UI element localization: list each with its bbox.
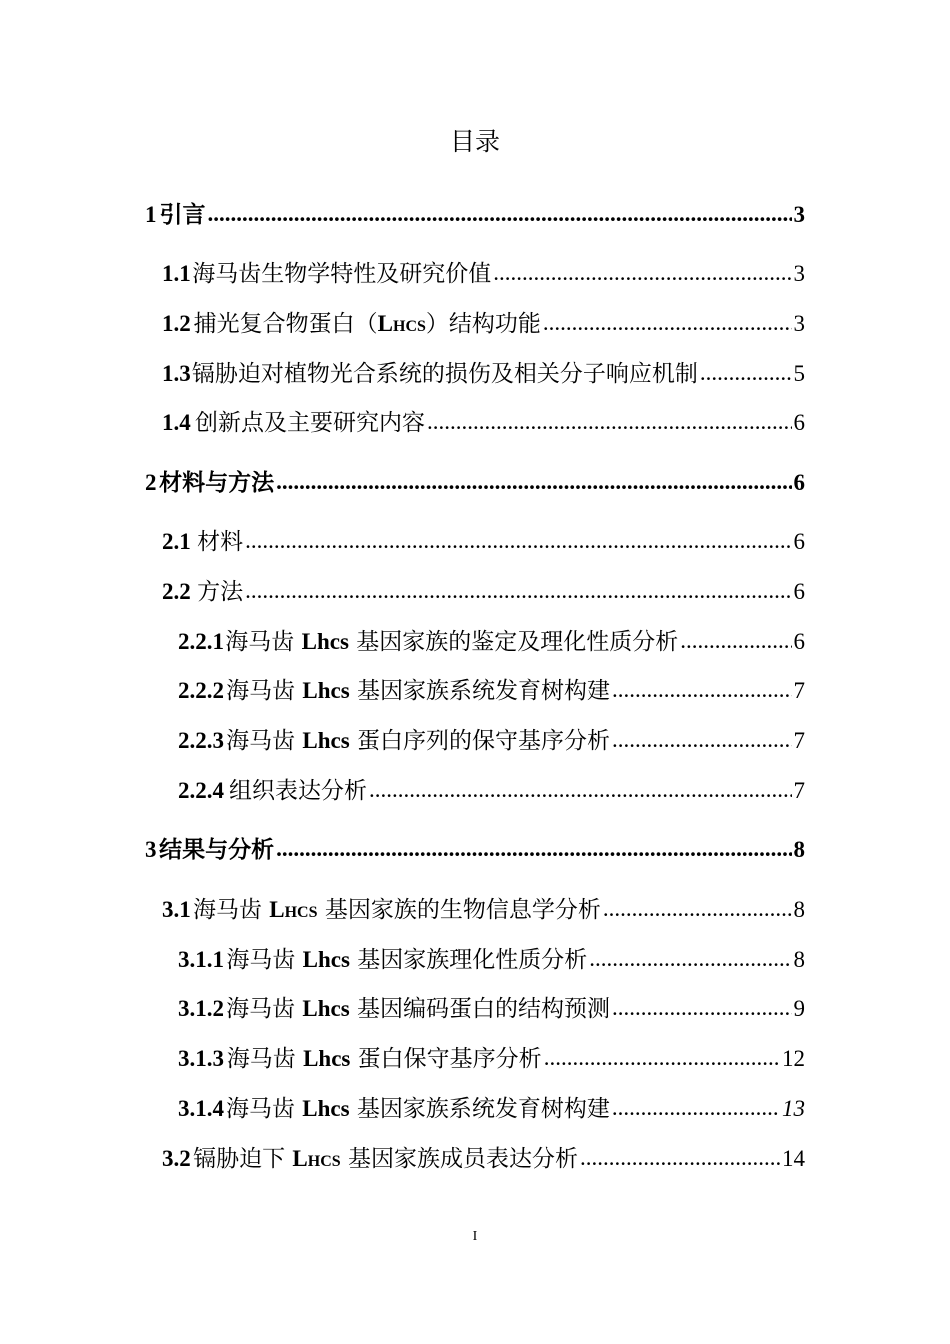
toc-entry-1-3[interactable] <box>162 357 805 391</box>
toc-entry-page: 14 <box>782 1146 805 1171</box>
toc-entry-number: 1 <box>145 202 157 227</box>
toc-entry-3-1[interactable] <box>162 893 805 927</box>
toc-entry-text: 海马齿 Lhcs 基因编码蛋白的结构预测 <box>226 996 611 1022</box>
toc-entry-2-2[interactable] <box>162 575 805 609</box>
toc-entry-number: 2.2.3 <box>178 728 224 753</box>
toc-entry-number: 2.2.1 <box>178 629 224 654</box>
toc-entry-2-2-1[interactable] <box>178 625 805 659</box>
toc-entry-text: 结果与分析 <box>159 837 275 863</box>
toc-entry-text: 海马齿 Lhcs 基因家族的生物信息学分析 <box>192 897 601 923</box>
toc-entry-text: 海马齿生物学特性及研究价值 <box>192 261 492 287</box>
toc-entry-number: 3.1.1 <box>178 947 224 972</box>
toc-entry-number: 1.4 <box>162 410 191 435</box>
toc-entry-text: 海马齿 Lhcs 基因家族系统发育树构建 <box>226 678 611 704</box>
toc-entry-1-1[interactable] <box>162 257 805 291</box>
toc-entry-page: 3 <box>793 261 805 286</box>
toc-entry-page: 8 <box>793 897 805 922</box>
toc-entry-number: 3.1.2 <box>178 996 224 1021</box>
toc-entry-text: 海马齿 Lhcs 蛋白保守基序分析 <box>226 1046 542 1072</box>
toc-entry-page: 9 <box>793 996 805 1021</box>
toc-leader-dots <box>276 832 791 866</box>
toc-entry-2[interactable] <box>145 466 805 500</box>
toc-entry-page: 13 <box>782 1096 805 1121</box>
toc-entry-page: 3 <box>793 202 805 227</box>
toc-entry-text: 方法 <box>197 579 244 605</box>
toc-leader-dots <box>427 405 791 439</box>
toc-entry-page: 7 <box>793 778 805 803</box>
toc-entry-page: 6 <box>793 470 805 495</box>
toc-entry-text: 镉胁迫对植物光合系统的损伤及相关分子响应机制 <box>191 361 698 387</box>
toc-leader-dots <box>612 991 791 1025</box>
toc-leader-dots <box>276 465 791 499</box>
toc-entry-page: 8 <box>793 837 805 862</box>
toc-entry-text: 创新点及主要研究内容 <box>195 410 426 436</box>
toc-leader-dots <box>245 524 791 558</box>
toc-entry-number: 1.1 <box>162 261 191 286</box>
toc-entry-text: 引言 <box>159 202 206 228</box>
toc-leader-dots <box>612 673 791 707</box>
toc-entry-page: 7 <box>793 678 805 703</box>
toc-entry-text: 海马齿 Lhcs 基因家族系统发育树构建 <box>225 1096 610 1122</box>
toc-entry-3-1-1[interactable] <box>178 943 805 977</box>
toc-entry-text: 捕光复合物蛋白（Lhcs）结构功能 <box>193 311 541 337</box>
toc-leader-dots <box>603 892 792 926</box>
toc-leader-dots <box>700 356 792 390</box>
toc-entry-2-2-4[interactable] <box>178 774 805 808</box>
toc-entry-3-1-2[interactable] <box>178 992 805 1026</box>
toc-title: 目录 <box>449 127 500 156</box>
toc-entry-2-2-3[interactable] <box>178 724 805 758</box>
toc-entry-page: 8 <box>793 947 805 972</box>
toc-entry-1[interactable] <box>145 198 805 232</box>
toc-entry-number: 1.2 <box>162 311 191 336</box>
toc-entry-1-4[interactable] <box>162 406 805 440</box>
toc-leader-dots <box>612 723 791 757</box>
toc-leader-dots <box>544 1041 780 1075</box>
toc-leader-dots <box>493 256 791 290</box>
toc-entry-text: 海马齿 Lhcs 基因家族的鉴定及理化性质分析 <box>225 629 679 655</box>
toc-entry-page: 6 <box>793 579 805 604</box>
toc-entry-number: 2 <box>145 470 157 495</box>
toc-entry-3-1-4[interactable] <box>178 1092 805 1126</box>
toc-entry-number: 3.1.3 <box>178 1046 224 1071</box>
toc-entry-3[interactable] <box>145 833 805 867</box>
toc-entry-2-1[interactable] <box>162 525 805 559</box>
toc-leader-dots <box>369 773 792 807</box>
toc-entry-number: 1.3 <box>162 361 191 386</box>
toc-entry-text: 海马齿 Lhcs 蛋白序列的保守基序分析 <box>226 728 611 754</box>
toc-entry-number: 3.1 <box>162 897 191 922</box>
toc-entry-number: 2.2.2 <box>178 678 224 703</box>
toc-entry-page: 5 <box>793 361 805 386</box>
toc-entry-text: 海马齿 Lhcs 基因家族理化性质分析 <box>226 947 588 973</box>
toc-entry-1-2[interactable] <box>162 307 805 341</box>
toc-entry-text: 镉胁迫下 Lhcs 基因家族成员表达分析 <box>193 1146 578 1172</box>
page-number-footer: I <box>472 1229 478 1244</box>
toc-entry-page: 6 <box>793 529 805 554</box>
toc-entry-number: 2.1 <box>162 529 191 554</box>
toc-entry-page: 7 <box>793 728 805 753</box>
toc-leader-dots <box>580 1141 780 1175</box>
toc-entry-number: 3.2 <box>162 1146 191 1171</box>
toc-entry-text: 材料与方法 <box>159 470 275 496</box>
toc-entry-page: 12 <box>782 1046 805 1071</box>
toc-entry-number: 2.2 <box>162 579 191 604</box>
toc-leader-dots <box>543 306 792 340</box>
toc-leader-dots <box>207 197 791 231</box>
toc-entry-number: 3 <box>145 837 157 862</box>
toc-leader-dots <box>680 624 791 658</box>
toc-entry-text: 材料 <box>197 529 244 555</box>
toc-leader-dots <box>612 1091 780 1125</box>
toc-leader-dots <box>589 942 791 976</box>
toc-entry-2-2-2[interactable] <box>178 674 805 708</box>
toc-entry-page: 6 <box>793 629 805 654</box>
toc-entry-3-1-3[interactable] <box>178 1042 805 1076</box>
toc-entry-number: 3.1.4 <box>178 1096 224 1121</box>
toc-entry-text: 组织表达分析 <box>228 778 367 804</box>
toc-entry-page: 6 <box>793 410 805 435</box>
toc-leader-dots <box>245 574 791 608</box>
toc-entry-3-2[interactable] <box>162 1142 805 1176</box>
toc-entry-page: 3 <box>793 311 805 336</box>
toc-entry-number: 2.2.4 <box>178 778 224 803</box>
